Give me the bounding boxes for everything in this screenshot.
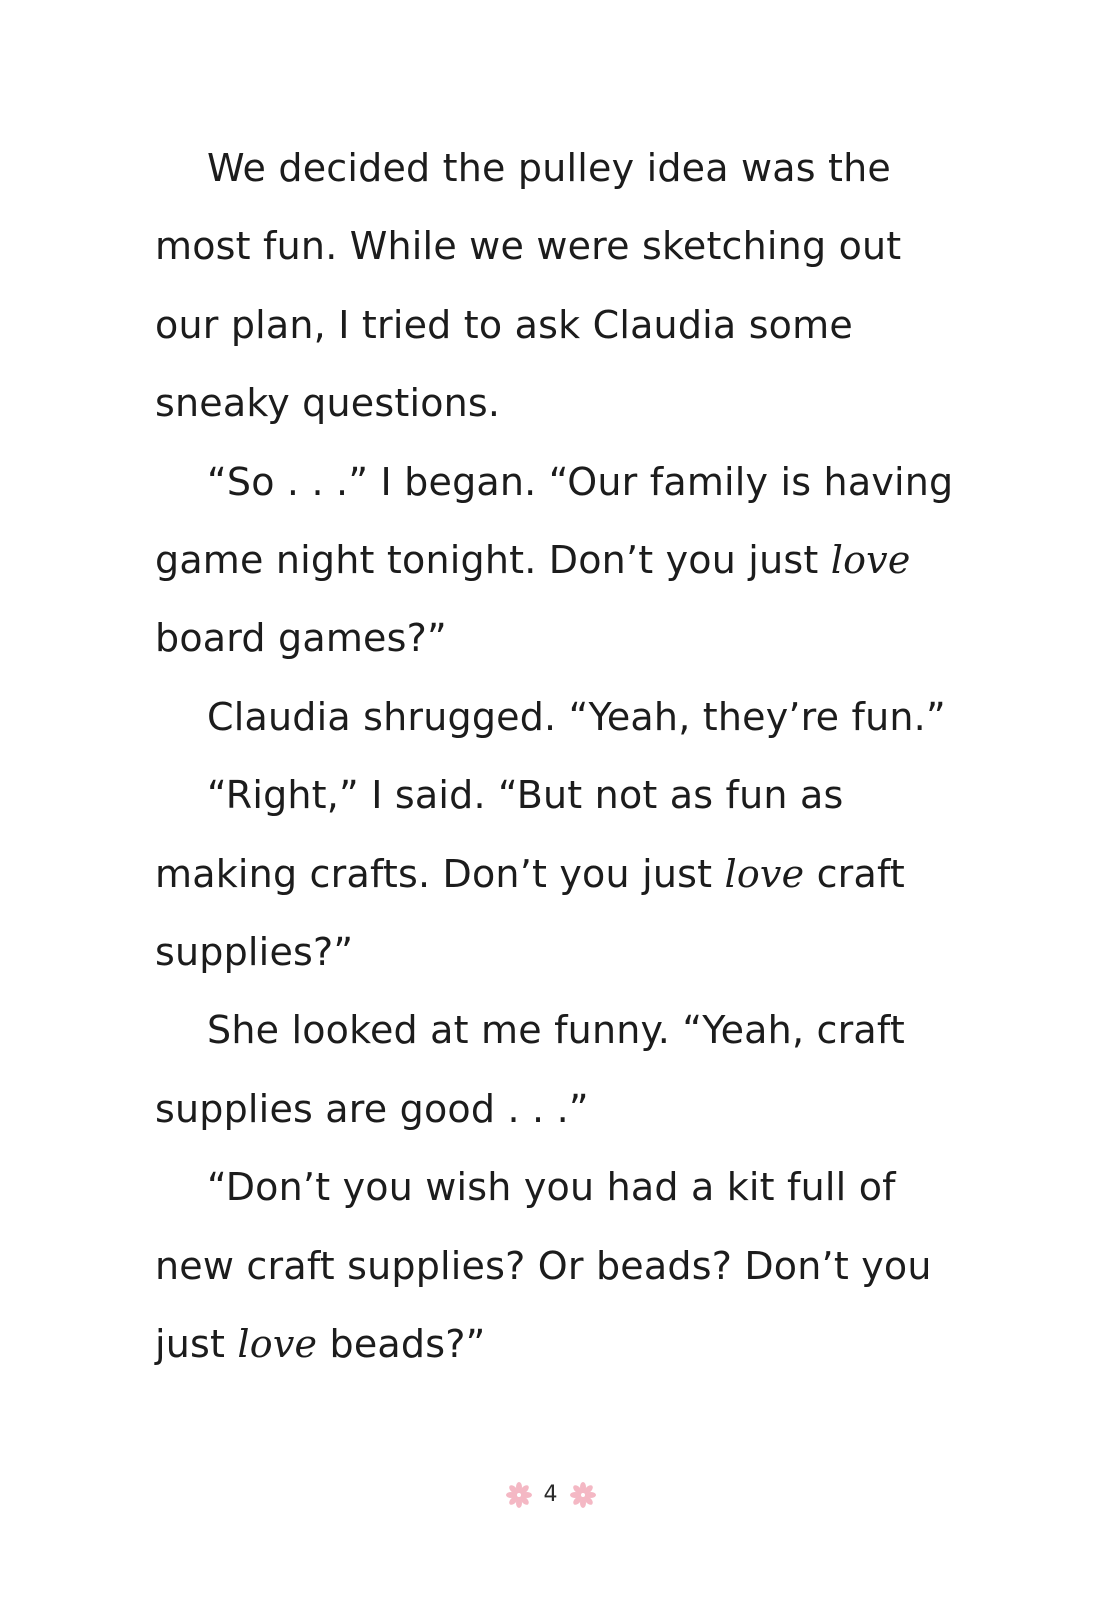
text-run: We decided the pulley idea was the — [207, 146, 891, 190]
text-line — [207, 1165, 896, 1209]
text-run: Claudia shrugged. “Yeah, they’re fun.” — [207, 694, 946, 739]
emphasis-text: love — [724, 851, 805, 896]
text-line — [207, 695, 946, 739]
text-line — [207, 1008, 905, 1052]
text-line — [155, 930, 353, 974]
page-footer — [0, 1475, 1101, 1515]
text-run: “Don’t you wish you had a kit full of — [207, 1165, 896, 1210]
emphasis-text: love — [830, 538, 911, 582]
text-run: our plan, I tried to ask Claudia some — [155, 302, 853, 347]
text-run: “So . . .” I began. “Our family is having — [207, 459, 954, 504]
text-line — [155, 538, 911, 582]
text-line — [155, 1244, 932, 1288]
emphasis-text: love — [237, 1322, 318, 1366]
text-run: supplies are good . . .” — [155, 1086, 589, 1131]
text-line — [155, 852, 905, 896]
text-line — [155, 616, 447, 660]
text-run: new craft supplies? Or beads? Don’t you — [155, 1243, 932, 1288]
text-run: beads?” — [317, 1322, 486, 1366]
text-run: sneaky questions. — [155, 381, 501, 426]
page-number: 4 — [543, 1482, 558, 1507]
text-line — [155, 1322, 485, 1366]
text-line — [155, 224, 901, 268]
text-line — [155, 381, 500, 425]
text-run: making crafts. Don’t you just — [155, 851, 725, 896]
text-run: just — [155, 1322, 238, 1366]
text-run: most fun. While we were sketching out — [155, 224, 902, 269]
flower-ornament-icon — [504, 1480, 534, 1510]
flower-ornament-icon — [568, 1480, 598, 1510]
text-line — [207, 146, 891, 190]
text-run: craft — [804, 851, 905, 896]
text-line — [155, 1087, 589, 1131]
text-run: board games?” — [155, 616, 447, 661]
text-line — [155, 303, 853, 347]
text-run: She looked at me funny. “Yeah, craft — [207, 1008, 905, 1053]
text-run: “Right,” I said. “But not as fun as — [207, 773, 844, 818]
text-line — [207, 773, 843, 817]
text-run: supplies?” — [155, 930, 354, 974]
text-run: game night tonight. Don’t you just — [155, 538, 831, 582]
text-line — [207, 460, 953, 504]
